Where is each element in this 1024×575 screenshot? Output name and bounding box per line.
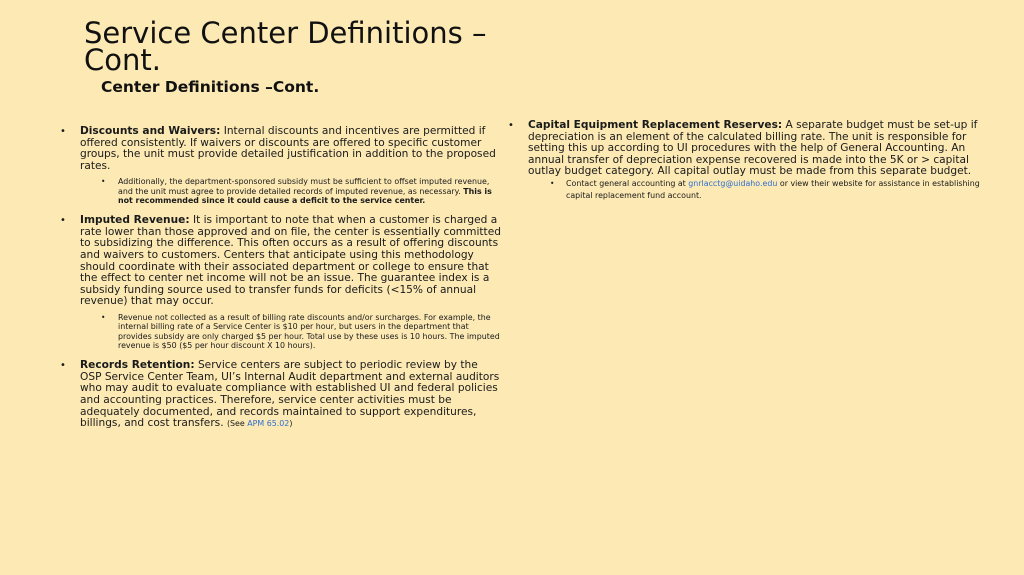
right-column bbox=[508, 120, 998, 202]
capital-sub-prefix: Contact general accounting at bbox=[566, 178, 689, 188]
imputed-revenue-item bbox=[60, 215, 502, 350]
apm-link[interactable]: APM 65.02 bbox=[247, 419, 290, 429]
imputed-text: It is important to note that when a customer is charged a rate lower than those approved and on file, the center is essentially committed to subsidizing the difference. This often occurs as a result of offering discounts and waivers to customers. Centers that anticipate using this methodology should coordinate with their associated department or college to ensure that the effect to center net income will not be an issue. The guarantee index is a subsidy funding source used to transfer funds for deficits (<15% of annual revenue) that may occur. bbox=[80, 214, 501, 308]
email-link[interactable]: gnrlacctg@uidaho.edu bbox=[688, 178, 778, 188]
discounts-heading: Discounts and Waivers: bbox=[80, 125, 221, 137]
discounts-sub-text: Additionally, the department-sponsored subsidy must be sufficient to offset imputed revenue, and the unit must agree to provide detailed records of imputed revenue, as necessary. bbox=[118, 177, 490, 196]
imputed-sub-item bbox=[80, 313, 502, 350]
see-suffix: ) bbox=[289, 419, 293, 429]
discounts-waivers-item bbox=[60, 126, 502, 205]
imputed-heading: Imputed Revenue: bbox=[80, 214, 190, 227]
capital-sub-item bbox=[528, 178, 998, 202]
capital-sub-suffix: or view their website for assistance in establishing capital replacement fund account. bbox=[566, 178, 980, 200]
imputed-sub-text: Revenue not collected as a result of billing rate discounts and/or surcharges. For example, the internal billing rate of a Service Center is $10 per hour, but users in the department that provides subsidy are only charged $5 per hour. Total use by these uses is 10 hours. The imputed revenue is $50 ($5 per hour discount X 10 hours). bbox=[118, 313, 500, 350]
records-text: Service centers are subject to periodic review by the OSP Service Center Team, UI’s Internal Audit department and external auditors who may audit to evaluate compliance with established UI and federal policies and accounting practices. Therefore, service center activities must be adequately documented, and records maintained to support expenditures, billings, and cost transfers. bbox=[80, 359, 500, 430]
records-retention-item bbox=[60, 360, 502, 430]
discounts-text: Internal discounts and incentives are permitted if offered consistently. If waivers or discounts are offered to specific customer groups, the unit must provide detailed justification in addition to the proposed rates. bbox=[80, 125, 496, 172]
discounts-sub-item bbox=[80, 177, 502, 205]
capital-heading: Capital Equipment Replacement Reserves: bbox=[528, 119, 783, 131]
records-heading: Records Retention: bbox=[80, 359, 195, 372]
slide-title: Service Center Definitions – Cont. bbox=[84, 16, 487, 77]
right-bullet-list bbox=[508, 120, 998, 202]
left-column bbox=[60, 126, 502, 430]
see-prefix: (See bbox=[226, 419, 248, 429]
discounts-sub-warning: This is not recommended since it could cause a deficit to the service center. bbox=[118, 186, 492, 205]
capital-text: A separate budget must be set-up if depreciation is an element of the calculated billing rate. The unit is responsible for setting this up according to UI procedures with the help of General Accounting. An annual transfer of depreciation expense recovered is made into the 5K or > capital outlay budget category. All capital outlay must be made from this separate budget. bbox=[528, 119, 978, 178]
slide-subtitle: Center Definitions –Cont. bbox=[101, 78, 320, 96]
capital-equipment-item bbox=[508, 120, 998, 202]
left-bullet-list bbox=[60, 126, 502, 430]
